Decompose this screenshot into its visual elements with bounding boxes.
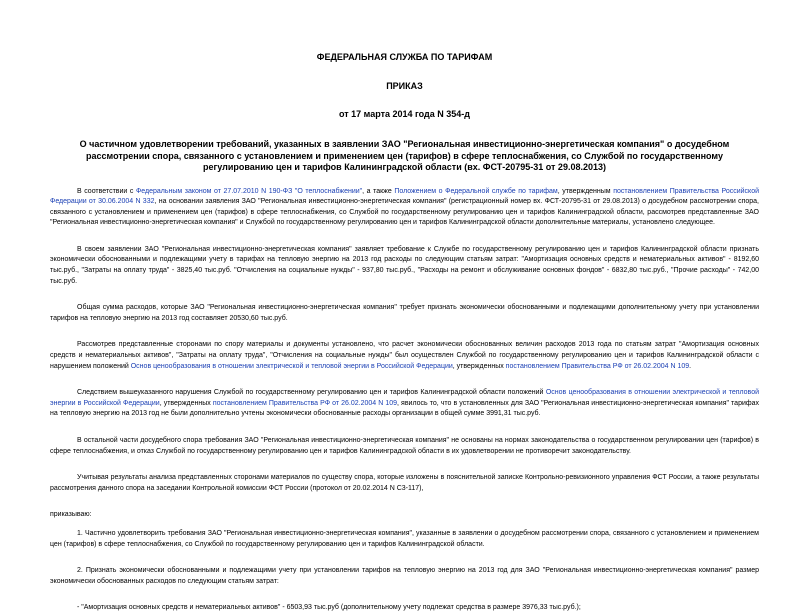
text-run: , утвержденным <box>557 187 614 195</box>
text-run: , явилось то, что в установленных для ЗАО "Региональная инвестиционно-энергетическая компания" тарифах на тепловую энергию на 2013 год не были дополнительно учтены экономически обоснованные расходы организации в общей сумме 3991,31 тыс.руб. <box>50 399 760 418</box>
paragraph-findings <box>50 340 759 372</box>
document-type: ПРИКАЗ <box>386 81 423 91</box>
document-subject: О частичном удовлетворении требований, указанных в заявлении ЗАО "Региональная инвестиционно-энергетическая компания" о досудебном рассмотрении спора, связанного с установлением и применением цен (тарифов) в сфере теплоснабжения, со Службой по государственному регулированию цен и тарифов Калининградской области (вх. ФСТ-20795-31 от 29.08.2013) <box>79 139 730 172</box>
text-run: В соответствии с <box>77 187 136 195</box>
paragraph-remaining-part: В остальной части досудебного спора требования ЗАО "Региональная инвестиционно-энергетическая компания" не основаны на нормах законодательства о государственном регулировании цен (тарифов) в сфере теплоснабжения, и отказ Службой по государственному регулированию цен и тарифов Калининградской области в их удовлетворении не противоречит законодательству. <box>50 437 759 455</box>
link-government-decree-109[interactable]: постановлением Правительства РФ от 26.02.2004 N 109 <box>505 362 690 370</box>
paragraph-preamble <box>50 187 759 229</box>
text-run: , утвержденных <box>159 399 213 407</box>
text-run: , а также <box>362 187 395 195</box>
paragraph-order-word: приказываю: <box>50 511 92 519</box>
text-run: Следствием вышеуказанного нарушения Службой по государственному регулированию цен и тарифов Калининградской области положений <box>77 389 546 397</box>
paragraph-claim: В своем заявлении ЗАО "Региональная инвестиционно-энергетическая компания" заявляет требование к Службе по государственному регулированию цен и тарифов Калининградской области признать экономически обоснованными и подлежащими учету в тарифах на тепловую энергию на 2013 год расходы по следующим статьям затрат: "Амортизация основных средств и нематериальных активов" - 8192,60 тыс.руб., "Затраты на оплату труда" - 3825,40 тыс.руб. "Отчисления на социальные нужды" - 937,80 тыс.руб., "Расходы на ремонт и обслуживание основных фондов" - 6832,80 тыс.руб., "Прочие расходы" - 742,00 тыс.руб. <box>50 245 759 285</box>
link-federal-law-190[interactable]: Федеральным законом от 27.07.2010 N 190-ФЗ "О теплоснабжении" <box>135 187 363 195</box>
link-government-decree-109[interactable]: постановлением Правительства РФ от 26.02.2004 N 109 <box>212 399 398 407</box>
text-run: , утвержденных <box>452 362 506 370</box>
text-run: Рассмотрев представленные сторонами по спору материалы и документы установлено, что расчет экономически обоснованных величин расходов 2013 года по статьям затрат "Амортизация основных средств и нематериальных активов", "Затраты на оплату труда", "Отчисления на социальные нужды" был осуществлен Службой по государственному регулированию цен и тарифов Калининградской области с нарушением положений <box>50 341 759 370</box>
link-pricing-fundamentals[interactable]: Основ ценообразования в отношении электрической и тепловой энергии в Российской Федерации <box>50 389 760 407</box>
paragraph-total-claim: Общая сумма расходов, которые ЗАО "Региональная инвестиционно-энергетическая компания" требует признать экономически обоснованными и подлежащими дополнительному учету при установлении тарифов на тепловую энергию на 2013 год составляет 20530,60 тыс.руб. <box>50 304 759 322</box>
document-body <box>50 187 759 614</box>
paragraph-item-2: 2. Признать экономически обоснованными и подлежащими учету при установлении тарифов на тепловую энергию на 2013 год для ЗАО "Региональная инвестиционно-энергетическая компания" размер экономически обоснованных расходов по следующим статьям затрат: <box>50 567 759 585</box>
paragraph-considering: Учитывая результаты анализа представленных сторонами материалов по существу спора, которые изложены в пояснительной записке Контрольно-ревизионного управления ФСТ России, а также результаты рассмотрения данного спора на заседании Контрольной комиссии ФСТ России (протокол от 20.02.2014 N С3-117), <box>50 474 759 492</box>
text-run: , на основании заявления ЗАО "Региональная инвестиционно-энергетическая компания" (регистрационный номер вх. ФСТ-20795-31 от 29.08.2013) о досудебном рассмотрении спора, связанного с установлением и применением цен (тарифов) в сфере теплоснабжения, со Службой по государственному регулированию цен и тарифов Калининградской области, рассмотрев представленные ЗАО "Региональная инвестиционно-энергетическая компания" и Службой по государственному регулированию цен и тарифов Калининградской области дополнительные материалы, установлено следующее. <box>50 198 759 227</box>
paragraph-consequence <box>50 388 759 420</box>
link-fts-regulation[interactable]: Положением о Федеральной службе по тарифам <box>394 187 558 195</box>
issuing-authority: ФЕДЕРАЛЬНАЯ СЛУЖБА ПО ТАРИФАМ <box>316 52 493 62</box>
text-run: . <box>689 362 692 370</box>
paragraph-item-1: 1. Частично удовлетворить требования ЗАО "Региональная инвестиционно-энергетическая компания", указанные в заявлении о досудебном рассмотрении спора, связанного с установлением и применением цен (тарифов) в сфере теплоснабжения, со Службой по государственному регулированию цен и тарифов Калининградской области. <box>50 529 759 548</box>
link-pricing-fundamentals[interactable]: Основ ценообразования в отношении электрической и тепловой энергии в Российской Федерации <box>130 362 453 370</box>
link-government-decree-332[interactable]: постановлением Правительства Российской Федерации от 30.06.2004 N 332 <box>50 187 760 206</box>
document-date-number: от 17 марта 2014 года N 354-д <box>338 109 470 119</box>
paragraph-item-2-line: - "Амортизация основных средств и нематериальных активов" - 6503,93 тыс.руб (дополнительному учету подлежат средства в размере 3976,33 тыс.руб.); <box>77 604 581 612</box>
